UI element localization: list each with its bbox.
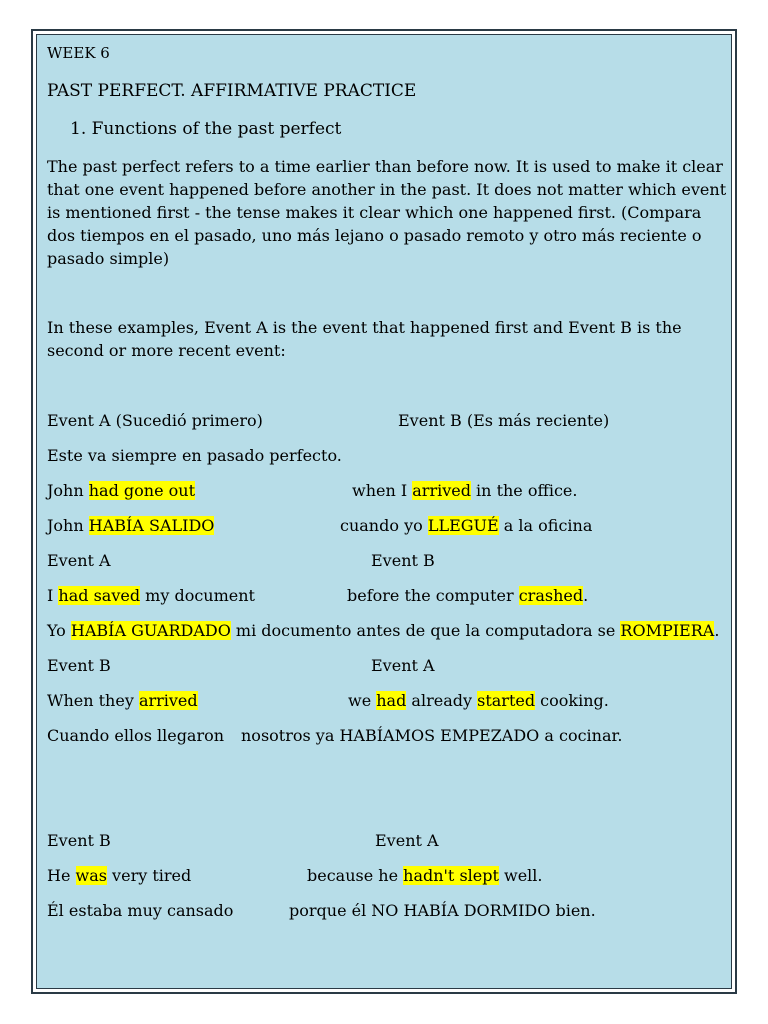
note-text: Este va siempre en pasado perfecto. bbox=[47, 446, 342, 465]
ex4-es-event-b: Él estaba muy cansado bbox=[47, 901, 234, 920]
ex4-en-event-a: because he hadn't slept well. bbox=[307, 866, 543, 885]
ex4-label-b: Event B bbox=[47, 831, 111, 850]
event-a-header: Event A (Sucedió primero) bbox=[47, 411, 263, 430]
ex1-en-event-b: when I arrived in the office. bbox=[352, 481, 578, 500]
ex2-label-b: Event B bbox=[371, 551, 435, 570]
highlight: ROMPIERA bbox=[620, 621, 715, 640]
section-number: 1. bbox=[70, 119, 87, 139]
highlight: HABÍA SALIDO bbox=[88, 516, 215, 535]
highlight: started bbox=[477, 691, 536, 710]
ex3-es-event-b: Cuando ellos llegaron bbox=[47, 726, 225, 745]
ex4-label-a: Event A bbox=[375, 831, 439, 850]
ex2-en-event-b: before the computer crashed. bbox=[347, 586, 589, 605]
ex3-label-a: Event A bbox=[371, 656, 435, 675]
ex3-es-event-a: nosotros ya HABÍAMOS EMPEZADO a cocinar. bbox=[241, 726, 623, 745]
ex1-es-event-b: cuando yo LLEGUÉ a la oficina bbox=[340, 516, 593, 535]
ex2-en-event-a: I had saved my document bbox=[47, 586, 255, 605]
page-title: PAST PERFECT. AFFIRMATIVE PRACTICE bbox=[47, 81, 417, 101]
highlight: arrived bbox=[138, 691, 198, 710]
ex4-en-event-b: He was very tired bbox=[47, 866, 192, 885]
ex1-en-event-a: John had gone out bbox=[47, 481, 196, 500]
highlight: crashed bbox=[518, 586, 584, 605]
intro-paragraph: The past perfect refers to a time earlier than before now. It is used to make it clear that one event happened before another in the past. It does not matter which event is mentioned first - the tense makes it clear which one happened first. (Compara dos tiempos en el pasado, uno más lejano o pasado remoto y otro más reciente o pasado simple) bbox=[47, 157, 727, 268]
highlight: LLEGUÉ bbox=[427, 516, 499, 535]
ex2-label-a: Event A bbox=[47, 551, 111, 570]
event-b-header: Event B (Es más reciente) bbox=[398, 411, 610, 430]
ex3-en-event-b: When they arrived bbox=[47, 691, 198, 710]
section-title: Functions of the past perfect bbox=[91, 119, 342, 139]
highlight: hadn't slept bbox=[403, 866, 499, 885]
highlight: HABÍA GUARDADO bbox=[70, 621, 231, 640]
ex2-es: Yo HABÍA GUARDADO mi documento antes de que la computadora se ROMPIERA. bbox=[47, 621, 720, 640]
highlight: was bbox=[75, 866, 107, 885]
ex3-en-event-a: we had already started cooking. bbox=[348, 691, 609, 710]
ex1-es-event-a: John HABÍA SALIDO bbox=[47, 516, 215, 535]
section-heading bbox=[70, 118, 341, 141]
examples-intro: In these examples, Event A is the event that happened first and Event B is the second or more recent event: bbox=[47, 318, 682, 360]
highlight: arrived bbox=[412, 481, 471, 500]
ex4-es-event-a: porque él NO HABÍA DORMIDO bien. bbox=[289, 901, 596, 920]
ex3-label-b: Event B bbox=[47, 656, 111, 675]
week-label: WEEK 6 bbox=[47, 44, 110, 62]
highlight: had gone out bbox=[88, 481, 196, 500]
highlight: had saved bbox=[58, 586, 141, 605]
highlight: had bbox=[376, 691, 407, 710]
